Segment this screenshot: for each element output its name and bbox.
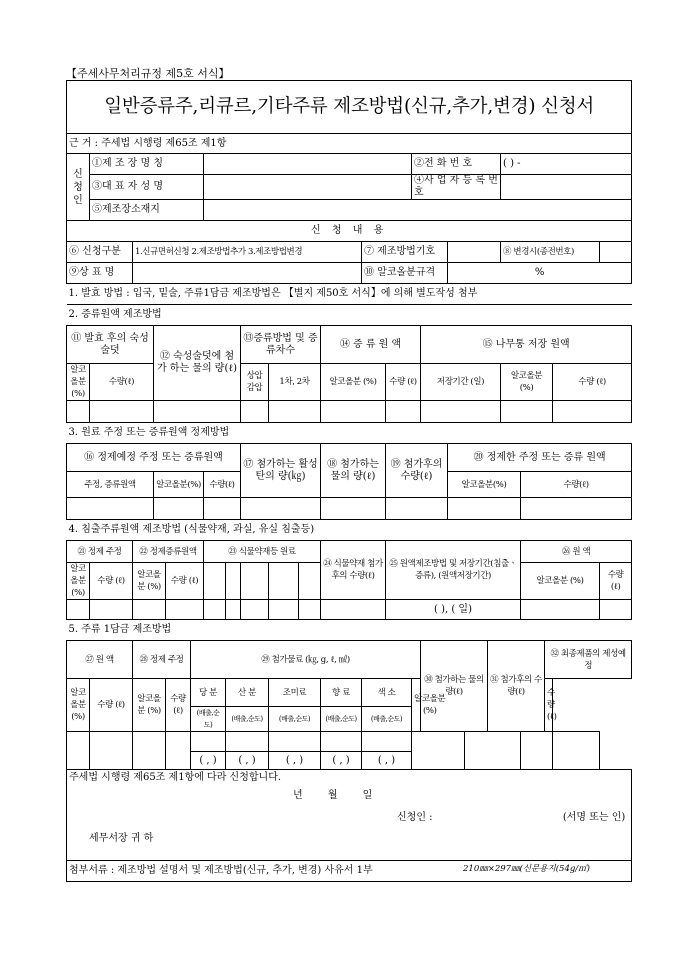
section-1: 1. 발효 방법 : 입국, 밑술, 주류1담금 제조방법은 【별지 제50호 서식】에 의해 별도작성 첨부 bbox=[67, 284, 632, 305]
form-title: 일반증류주,리큐르,기타주류 제조방법(신규,추가,변경) 신청서 bbox=[67, 81, 632, 134]
s2-sub-4: 1차, 2차 bbox=[269, 364, 321, 401]
s5-sub-10: 알코올분 (%) bbox=[412, 679, 448, 732]
s5-sub-11: 수량 (ℓ) bbox=[545, 679, 553, 732]
s4-cell[interactable] bbox=[133, 600, 166, 620]
section-5-title: 5. 주류 1담금 제조방법 bbox=[67, 620, 632, 641]
s3-cell[interactable] bbox=[241, 498, 321, 520]
s5-paren-input[interactable]: ( , ) bbox=[321, 752, 362, 770]
s4-material-cell[interactable] bbox=[269, 563, 299, 600]
s4-material-cell[interactable] bbox=[299, 563, 321, 600]
representative-input[interactable] bbox=[204, 175, 412, 200]
s4-cell[interactable] bbox=[521, 600, 600, 620]
field-method-code: ⑦ 제조방법기호 bbox=[362, 242, 448, 263]
s4-material-cell[interactable] bbox=[241, 563, 269, 600]
s5-sub-4: 수량 (ℓ) bbox=[166, 679, 191, 732]
s5-paren-input[interactable]: ( , ) bbox=[269, 752, 321, 770]
s4-h21: ㉑ 정제 주정 bbox=[67, 541, 133, 563]
s5-cell[interactable] bbox=[362, 732, 412, 752]
s2-cell[interactable] bbox=[386, 401, 421, 423]
section-3-title: 3. 원료 주정 또는 증류원액 정제방법 bbox=[67, 423, 632, 444]
attachments: 첨부서류 : 제조방법 설명서 및 제조방법(신규, 추가, 변경) 사유서 1부 bbox=[67, 861, 632, 882]
applicant-signature-label: 신청인 : bbox=[397, 812, 433, 823]
field-alcohol-spec: ⑩ 알코올분규격 bbox=[362, 263, 448, 284]
s5-h28: ㉘ 정제 주정 bbox=[133, 641, 191, 679]
s2-sub-1: 알코올분 (%) bbox=[67, 364, 90, 401]
closing-statement: 주세법 시행령 제65조 제1항에 다라 신청합니다. bbox=[69, 772, 282, 783]
s5-paren-input[interactable]: ( , ) bbox=[362, 752, 412, 770]
applicant-label: 신 청 인 bbox=[67, 154, 90, 221]
request-type-options[interactable]: 1.신규면허신청 2.제조방법추가 3.제조방법변경 bbox=[133, 242, 362, 263]
s5-note: (배출,순도) bbox=[362, 707, 412, 732]
s4-h25: ㉕ 원액제조방법 및 저장기간(침출ㆍ증류), (원액저장기간) bbox=[386, 541, 521, 600]
s3-sub-4: 알코올분(%) bbox=[448, 472, 521, 498]
s5-cell[interactable] bbox=[226, 732, 269, 752]
s5-sub-6: 산 분 bbox=[226, 679, 269, 707]
s5-note: (배출,순도) bbox=[226, 707, 269, 732]
field-business-number: ④사 업 자 등 록 번 호 bbox=[412, 175, 501, 200]
s5-cell[interactable] bbox=[191, 732, 226, 752]
s3-cell[interactable] bbox=[521, 498, 632, 520]
s2-sub-3: 상압 감압 bbox=[241, 364, 269, 401]
s5-cell[interactable] bbox=[553, 732, 600, 770]
s4-h22: ㉒ 정제증류원액 bbox=[133, 541, 204, 563]
s5-note: (배출,순도) bbox=[191, 707, 226, 732]
s2-cell[interactable] bbox=[321, 401, 386, 423]
s4-cell[interactable] bbox=[600, 600, 632, 620]
s4-sub-2: 수량 (ℓ) bbox=[90, 563, 133, 600]
address-input[interactable] bbox=[204, 200, 632, 221]
s2-h15: ⑮ 나무통 저장 원액 bbox=[421, 326, 632, 364]
s5-note: (배출,순도) bbox=[321, 707, 362, 732]
application-form bbox=[66, 80, 626, 882]
s2-sub-6: 수량 (ℓ) bbox=[386, 364, 421, 401]
s5-cell[interactable] bbox=[521, 732, 553, 770]
s4-material-cell[interactable] bbox=[204, 563, 226, 600]
field-request-type: ⑥ 신청구분 bbox=[67, 242, 133, 263]
s2-cell[interactable] bbox=[421, 401, 501, 423]
content-header: 신 청 내 용 bbox=[67, 221, 632, 242]
s4-h26: ㉖ 원 액 bbox=[521, 541, 632, 563]
s3-sub-3: 수량(ℓ) bbox=[204, 472, 241, 498]
s5-sub-9: 색 소 bbox=[362, 679, 412, 707]
s2-cell[interactable] bbox=[90, 401, 154, 423]
s5-cell[interactable] bbox=[321, 732, 362, 752]
s4-material-cell[interactable] bbox=[226, 563, 241, 600]
s3-cell[interactable] bbox=[386, 498, 448, 520]
s5-h27: ㉗ 원 액 bbox=[67, 641, 133, 679]
s2-h12: ⑫ 숙성술덧에 첨가 하는 물의 량(ℓ) bbox=[154, 326, 241, 401]
s2-sub-2: 수량(ℓ) bbox=[90, 364, 154, 401]
s3-h17: ⑰ 첨가하는 활성 탄의 량(㎏) bbox=[241, 444, 321, 498]
method-code-input[interactable] bbox=[448, 242, 501, 263]
legal-basis: 근 거 : 주세법 시행령 제65조 제1항 bbox=[67, 134, 632, 154]
s2-cell[interactable] bbox=[553, 401, 632, 423]
s5-cell[interactable] bbox=[166, 732, 191, 770]
s5-h29: ㉙ 첨가물료 (㎏, g, ℓ, ㎖) bbox=[191, 641, 421, 679]
s4-sub-6: 수량 (ℓ) bbox=[600, 563, 632, 600]
recipient: 세무서장 귀 하 bbox=[89, 833, 154, 844]
s3-cell[interactable] bbox=[321, 498, 386, 520]
form-reference: 【주세사무처리규정 제5호 서식】 bbox=[66, 67, 230, 80]
s5-paren-input[interactable]: ( , ) bbox=[226, 752, 269, 770]
s5-h31: ㉛ 첨가후의 수량(ℓ) bbox=[488, 641, 545, 732]
s3-cell[interactable] bbox=[448, 498, 521, 520]
s3-h20: ⑳ 정제한 주정 또는 증류 원액 bbox=[448, 444, 632, 472]
section-2-title: 2. 증류원액 제조방법 bbox=[67, 305, 632, 326]
s4-cell[interactable] bbox=[67, 600, 90, 620]
s2-sub-8: 알코올분 (%) bbox=[501, 364, 553, 401]
field-brand: ⑨상 표 명 bbox=[67, 263, 133, 284]
field-representative: ③대 표 자 성 명 bbox=[90, 175, 204, 200]
factory-name-input[interactable] bbox=[204, 154, 412, 175]
signature-field[interactable]: (서명 또는 인) bbox=[562, 812, 626, 823]
section-4-title: 4. 침출주류원액 제조방법 (식물약재, 과실, 유실 침출등) bbox=[67, 520, 632, 541]
s2-h13: ⑬증류방법 및 증류차수 bbox=[241, 326, 321, 364]
s2-h14: ⑭ 증 류 원 액 bbox=[321, 326, 421, 364]
s5-paren-input[interactable]: ( , ) bbox=[191, 752, 226, 770]
paper-spec: 210㎜×297㎜(신문용지(54g/㎡) bbox=[463, 864, 590, 874]
s5-sub-3: 알코올분 (%) bbox=[133, 679, 166, 732]
s3-cell[interactable] bbox=[154, 498, 204, 520]
s4-cell[interactable] bbox=[226, 600, 241, 620]
s5-sub-1: 알코올분 (%) bbox=[67, 679, 90, 732]
s2-sub-7: 저장기간 (일) bbox=[421, 364, 501, 401]
closing-block bbox=[67, 770, 632, 861]
s4-sub-5: 알코올분 (%) bbox=[521, 563, 600, 600]
s2-cell[interactable] bbox=[501, 401, 553, 423]
alcohol-spec-input[interactable]: % bbox=[448, 263, 632, 284]
date-line[interactable]: 년 월 일 bbox=[293, 790, 373, 801]
s4-sub-1: 알코올분 (%) bbox=[67, 563, 90, 600]
s4-cell[interactable] bbox=[90, 600, 133, 620]
s5-cell[interactable] bbox=[412, 732, 465, 770]
s4-period-input[interactable]: ( ), ( 일) bbox=[386, 600, 521, 620]
business-number-input[interactable] bbox=[501, 175, 632, 200]
s5-cell[interactable] bbox=[465, 732, 521, 770]
s3-h16: ⑯ 정제예정 주정 또는 증류원액 bbox=[67, 444, 241, 472]
s5-h30: ㉚ 첨가하는 물의 량(ℓ) bbox=[421, 641, 488, 732]
s2-sub-9: 수량 (ℓ) bbox=[553, 364, 632, 401]
s5-sub-5: 당 분 bbox=[191, 679, 226, 707]
s4-h23: ㉓ 식물약재등 원료 bbox=[204, 541, 321, 563]
s4-sub-4: 수량 (ℓ) bbox=[166, 563, 204, 600]
field-previous-number: ⑧ 변경시(종전번호) bbox=[501, 242, 600, 263]
s3-h18: ⑱ 첨가하는 물의 량(ℓ) bbox=[321, 444, 386, 498]
s3-sub-2: 알코올분(%) bbox=[154, 472, 204, 498]
field-factory-name: ①제 조 장 명 칭 bbox=[90, 154, 204, 175]
s2-cell[interactable] bbox=[269, 401, 321, 423]
s5-sub-8: 향 료 bbox=[321, 679, 362, 707]
s5-h32: ㉜ 최종제품의 제성예정 bbox=[545, 641, 632, 679]
s2-cell[interactable] bbox=[154, 401, 241, 423]
s5-cell[interactable] bbox=[67, 732, 90, 770]
s5-cell[interactable] bbox=[133, 732, 166, 770]
s4-cell[interactable] bbox=[321, 600, 386, 620]
s4-cell[interactable] bbox=[166, 600, 204, 620]
s3-sub-1: 주정, 증류원액 bbox=[67, 472, 154, 498]
brand-input[interactable] bbox=[133, 263, 362, 284]
s4-cell[interactable] bbox=[241, 600, 269, 620]
s5-note: (배출,순도) bbox=[269, 707, 321, 732]
previous-number-input[interactable] bbox=[600, 242, 632, 263]
s2-h11: ⑪ 발효 후의 숙성술덧 bbox=[67, 326, 154, 364]
s3-cell[interactable] bbox=[67, 498, 154, 520]
field-address: ⑤제조장소재지 bbox=[90, 200, 204, 221]
s2-cell[interactable] bbox=[241, 401, 269, 423]
s3-h19: ⑲ 첨가후의 수량(ℓ) bbox=[386, 444, 448, 498]
s5-cell[interactable] bbox=[269, 732, 321, 752]
s2-sub-5: 알코올분 (%) bbox=[321, 364, 386, 401]
s4-sub-3: 알코올분 (%) bbox=[133, 563, 166, 600]
s4-cell[interactable] bbox=[299, 600, 321, 620]
s2-cell[interactable] bbox=[67, 401, 90, 423]
s4-cell[interactable] bbox=[269, 600, 299, 620]
field-phone: ②전 화 번 호 bbox=[412, 154, 501, 175]
s5-cell[interactable] bbox=[90, 732, 133, 770]
s4-cell[interactable] bbox=[204, 600, 226, 620]
phone-input[interactable]: ( ) - bbox=[501, 154, 632, 175]
s3-sub-5: 수량(ℓ) bbox=[521, 472, 632, 498]
s3-cell[interactable] bbox=[204, 498, 241, 520]
s5-sub-2: 수량 (ℓ) bbox=[90, 679, 133, 732]
s4-h24: ㉔ 식물약재 첨가 후의 수량(ℓ) bbox=[321, 541, 386, 600]
s5-sub-7: 조미료 bbox=[269, 679, 321, 707]
